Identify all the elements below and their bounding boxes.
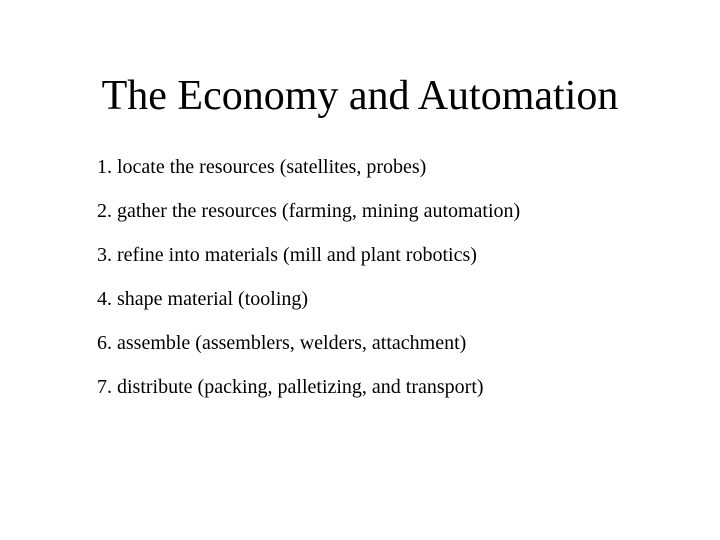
list-item: 2. gather the resources (farming, mining automation) (97, 200, 521, 222)
list-item: 1. locate the resources (satellites, probes) (97, 156, 427, 178)
list-item: 7. distribute (packing, palletizing, and transport) (97, 376, 484, 398)
list-item: 6. assemble (assemblers, welders, attachment) (97, 332, 467, 354)
list-item: 3. refine into materials (mill and plant robotics) (97, 244, 477, 266)
slide-title: The Economy and Automation (101, 73, 619, 119)
item-list (97, 155, 697, 419)
list-item: 4. shape material (tooling) (97, 288, 309, 310)
